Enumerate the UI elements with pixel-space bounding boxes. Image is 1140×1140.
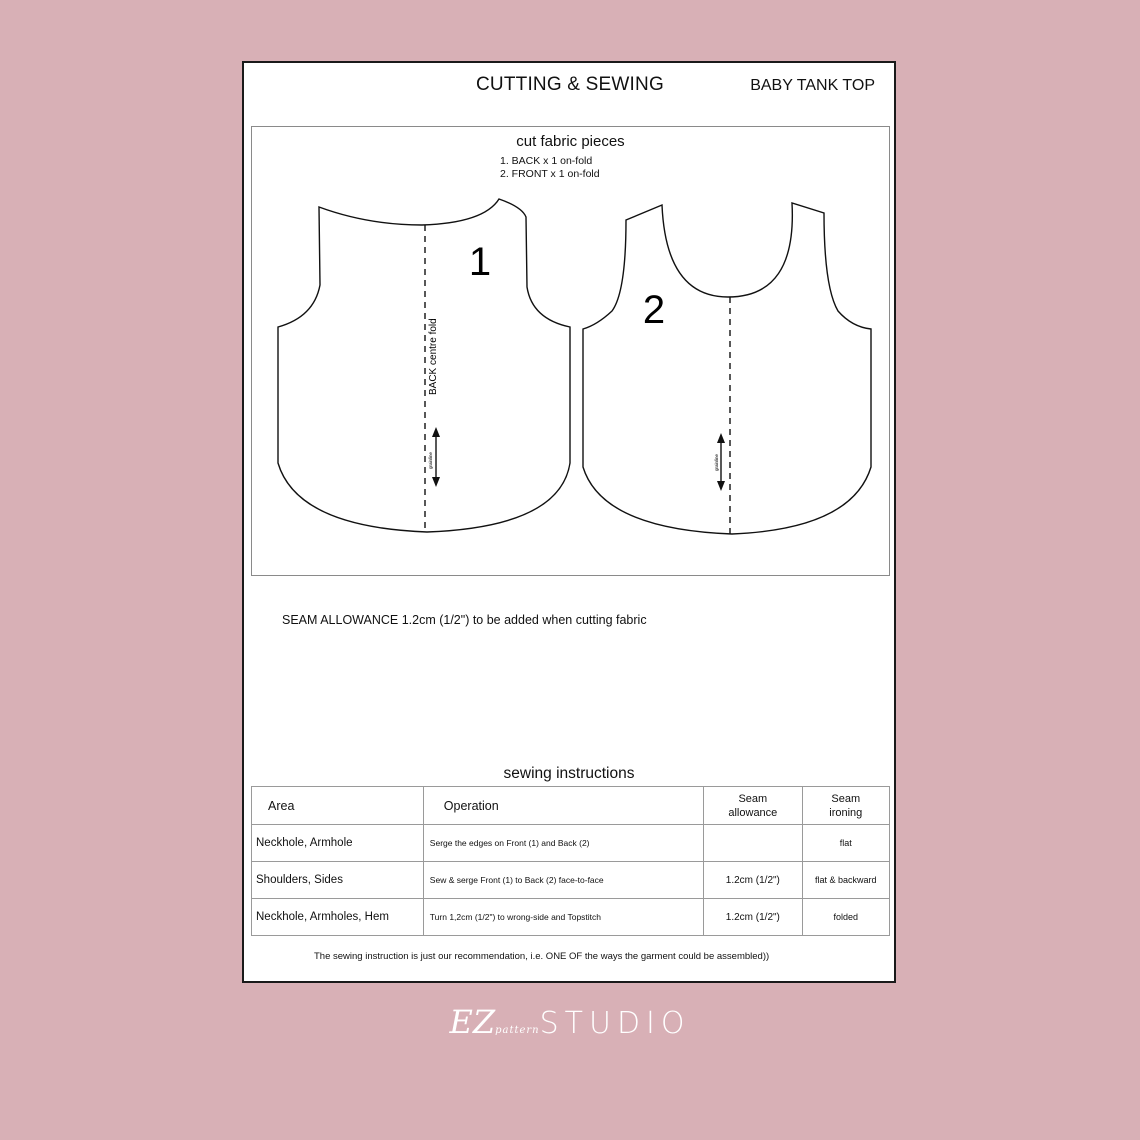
- row-ironing: folded: [802, 899, 889, 936]
- pattern-pieces-drawing: [252, 127, 889, 575]
- instructions-footnote: The sewing instruction is just our recommendation, i.e. ONE OF the ways the garment could be assembled)): [314, 951, 770, 962]
- page-title: CUTTING & SEWING: [476, 74, 664, 95]
- table-row: [252, 899, 890, 936]
- pieces-heading: cut fabric pieces: [516, 133, 625, 150]
- studio-logo: [0, 1003, 1140, 1041]
- row-operation: Turn 1,2cm (1/2") to wrong-side and Topstitch: [423, 899, 703, 936]
- row-operation: Sew & serge Front (1) to Back (2) face-to-face: [423, 862, 703, 899]
- row-ironing: flat: [802, 825, 889, 862]
- table-row: [252, 825, 890, 862]
- product-name: BABY TANK TOP: [750, 77, 875, 94]
- row-ironing: flat & backward: [802, 862, 889, 899]
- logo-ez: EZ: [449, 1003, 496, 1041]
- row-area: Shoulders, Sides: [252, 862, 424, 899]
- header-seam-allowance-line2: allowance: [728, 806, 778, 819]
- front-grainline-label: grainline: [714, 453, 719, 471]
- front-piece-outline: [583, 203, 871, 534]
- back-piece-outline: [278, 199, 570, 532]
- header-seam-ironing: [802, 787, 889, 825]
- front-piece-number: 2: [642, 288, 666, 332]
- header-operation: Operation: [423, 787, 703, 825]
- table-header-row: [252, 787, 890, 825]
- row-seam-allowance: 1.2cm (1/2"): [704, 862, 802, 899]
- back-grainline-label: grainline: [428, 451, 433, 469]
- header-seam-allowance-line1: Seam: [738, 792, 768, 805]
- logo-pattern: pattern: [495, 1025, 540, 1036]
- pattern-sheet: [242, 61, 896, 983]
- sewing-instructions-table: [251, 786, 890, 936]
- row-seam-allowance: [704, 825, 802, 862]
- row-area: Neckhole, Armhole: [252, 825, 424, 862]
- fabric-pieces-panel: [251, 126, 890, 576]
- table-row: [252, 862, 890, 899]
- header-seam-ironing-line2: ironing: [829, 806, 863, 819]
- header-seam-ironing-line1: Seam: [831, 792, 861, 805]
- header-area: Area: [252, 787, 424, 825]
- pieces-list-item: 1. BACK x 1 on-fold: [500, 155, 593, 167]
- seam-allowance-note: SEAM ALLOWANCE 1.2cm (1/2") to be added when cutting fabric: [282, 613, 647, 627]
- back-piece-number: 1: [468, 240, 492, 284]
- back-fold-label: BACK centre fold: [428, 318, 439, 395]
- row-area: Neckhole, Armholes, Hem: [252, 899, 424, 936]
- sewing-instructions-heading: sewing instructions: [503, 765, 635, 782]
- row-seam-allowance: 1.2cm (1/2"): [704, 899, 802, 936]
- header-seam-allowance: [704, 787, 802, 825]
- pieces-list-item: 2. FRONT x 1 on-fold: [500, 168, 600, 180]
- row-operation: Serge the edges on Front (1) and Back (2): [423, 825, 703, 862]
- logo-studio: STUDIO: [539, 1006, 691, 1041]
